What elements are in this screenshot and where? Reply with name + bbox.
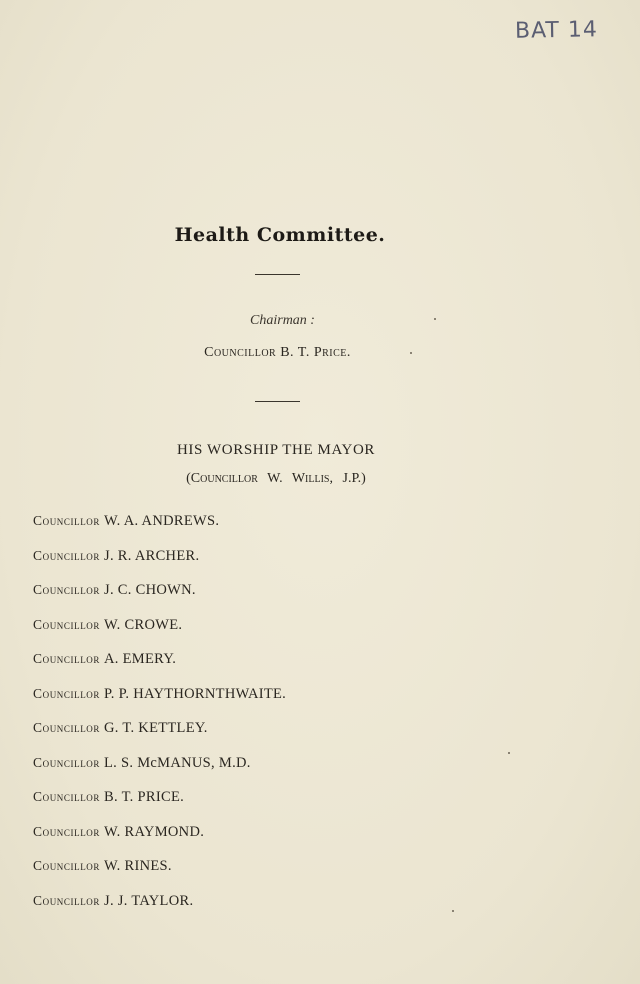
- member-title: Councillor: [33, 754, 101, 770]
- member-name: L. S. McMANUS, M.D.: [104, 754, 251, 771]
- list-item: [33, 755, 286, 790]
- member-name: W. A. ANDREWS.: [104, 513, 220, 529]
- member-title: Councillor: [33, 651, 101, 666]
- member-name: W. RAYMOND.: [104, 823, 205, 840]
- member-list: [33, 513, 286, 927]
- list-item: [33, 513, 286, 548]
- member-title: Councillor: [33, 616, 101, 632]
- mayor-heading: HIS WORSHIP THE MAYOR: [176, 442, 376, 458]
- member-title: Councillor: [33, 858, 101, 873]
- member-name: J. R. ARCHER.: [104, 547, 200, 564]
- member-name: A. EMERY.: [104, 651, 177, 667]
- chairman-name: Councillor B. T. Price.: [204, 345, 351, 360]
- member-title: Councillor: [33, 582, 101, 597]
- list-item: [33, 686, 286, 721]
- chairman-label: Chairman :: [250, 313, 315, 328]
- divider-rule: [255, 274, 300, 275]
- paper-speck: [508, 752, 510, 754]
- mayor-subheading: (Councillor W. Willis, J.P.): [186, 471, 366, 486]
- member-name: W. RINES.: [104, 858, 172, 874]
- member-title: Councillor: [33, 789, 101, 804]
- member-title: Councillor: [33, 685, 101, 701]
- paper-speck: [452, 910, 454, 912]
- list-item: [33, 617, 286, 652]
- member-name: J. C. CHOWN.: [104, 582, 196, 598]
- member-title: Councillor: [33, 720, 101, 735]
- page-title: Health Committee.: [174, 224, 386, 246]
- member-name: P. P. HAYTHORNTHWAITE.: [104, 685, 287, 702]
- divider-rule: [255, 401, 300, 402]
- member-title: Councillor: [33, 823, 101, 839]
- list-item: [33, 651, 286, 686]
- paper-speck: [410, 352, 412, 354]
- list-item: [33, 582, 286, 617]
- list-item: [33, 858, 286, 893]
- member-name: W. CROWE.: [104, 616, 183, 633]
- member-name: J. J. TAYLOR.: [104, 892, 194, 909]
- member-title: Councillor: [33, 547, 101, 563]
- list-item: [33, 720, 286, 755]
- list-item: [33, 548, 286, 583]
- list-item: [33, 824, 286, 859]
- list-item: [33, 893, 286, 928]
- member-title: Councillor: [33, 892, 101, 908]
- member-name: B. T. PRICE.: [104, 789, 185, 805]
- list-item: [33, 789, 286, 824]
- archive-reference-handwritten: BAT 14: [514, 17, 599, 44]
- member-title: Councillor: [33, 513, 101, 528]
- paper-speck: [434, 318, 436, 320]
- member-name: G. T. KETTLEY.: [104, 720, 208, 736]
